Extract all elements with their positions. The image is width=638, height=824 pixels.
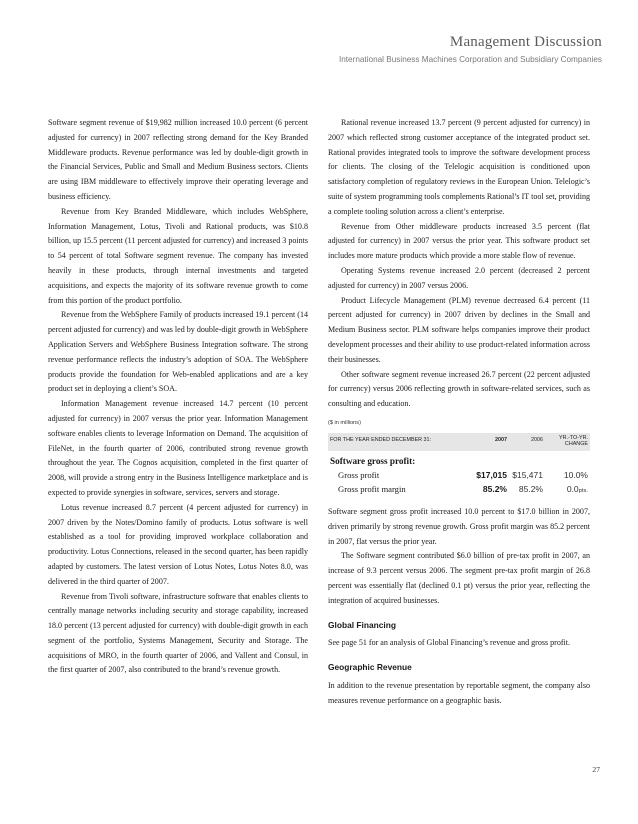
table-header	[328, 433, 590, 451]
paragraph: Other software segment revenue increased 26.7 percent (22 percent adjusted for currency) versus 2006 reflecting growth in software-related services, such as consulting and education.	[328, 369, 590, 409]
paragraph: Revenue from Other middleware products increased 3.5 percent (flat adjusted for currency) in 2007 versus the prior year. This software product set includes more mature products which provide a more stable flow of revenue.	[328, 221, 590, 261]
change-value: 0.0	[566, 483, 579, 494]
change-value: 10.0%	[563, 469, 588, 480]
right-column	[328, 116, 590, 709]
section-heading-geographic-revenue: Geographic Revenue	[328, 662, 412, 673]
page-number: 27	[592, 765, 600, 774]
table-header-2007: 2007	[495, 437, 507, 444]
paragraph: Revenue from Key Branded Middleware, which includes WebSphere, Information Management, Lotus, Tivoli and Rational products, was $10.8 billion, up 15.5 percent (11 percent adjusted for currency) and increased 3 points to 54 percent of total Software segment revenue. The company has invested heavily in these products, through internal investments and targeted acquisitions, and expects the majority of its software revenue growth to come from this portion of the product portfolio.	[48, 206, 308, 305]
page-subtitle: International Business Machines Corporation and Subsidiary Companies	[338, 55, 602, 64]
change-unit: pts.	[578, 487, 588, 494]
table-header-change	[559, 435, 588, 448]
value-change	[567, 482, 588, 498]
paragraph: Lotus revenue increased 8.7 percent (4 percent adjusted for currency) in 2007 driven by the Notes/Domino family of products. Lotus software is well established as a tool for providing improved workplace collaboration and productivity. Lotus Connections, released in the second quarter, has been rapidly adapted by customers. The latest version of Lotus Notes, Lotus Notes 8.0, was delivered in the third quarter of 2007.	[48, 502, 308, 586]
section-heading-global-financing: Global Financing	[328, 619, 396, 630]
paragraph: Revenue from the WebSphere Family of products increased 19.1 percent (14 percent adjusted for currency) and was led by double-digit growth in WebSphere Application Servers and WebSphere Business Integration software. The strong revenue performance reflects the industry’s adoption of SOA. The WebSphere products provide the foundation for Web-enabled applications and are a key product set in deploying a client’s SOA.	[48, 310, 308, 394]
paragraph: Operating Systems revenue increased 2.0 percent (decreased 2 percent adjusted for currency) in 2007 versus 2006.	[328, 265, 590, 290]
left-column	[48, 116, 308, 678]
value-2006: $15,471	[512, 469, 543, 480]
table-header-change-line1: YR.-TO-YR.	[559, 434, 588, 441]
table-header-label: FOR THE YEAR ENDED DECEMBER 31:	[330, 437, 432, 444]
value-2007: $17,015	[476, 469, 507, 480]
paragraph: In addition to the revenue presentation by reportable segment, the company also measures revenue performance on a geographic basis.	[328, 680, 590, 705]
paragraph: Software segment revenue of $19,982 million increased 10.0 percent (6 percent adjusted for currency) in 2007 reflecting strong demand for the Key Branded Middleware products. Revenue performance was led by double-digit growth in the Financial Services, Public and Small and Medium Business sectors. Clients are using IBM middleware to effectively improve their operating leverage and business efficiency.	[48, 118, 308, 201]
table-row	[328, 482, 590, 496]
paragraph: Information Management revenue increased 14.7 percent (10 percent adjusted for currency) in 2007 versus the prior year. Information Management software enables clients to leverage Information on Demand. The acquisition of FileNet, in the fourth quarter of 2006, contributed strong revenue growth throughout the year. The Cognos acquisition, completed in the first quarter of 2008, will provide a strong entry in the Business Intelligence marketplace and is expected to provide synergies in software, services, servers and storage.	[48, 399, 308, 497]
table-header-2006: 2006	[531, 437, 543, 444]
page-title: Management Discussion	[449, 34, 602, 50]
paragraph: Rational revenue increased 13.7 percent (9 percent adjusted for currency) in 2007 which reflected strong customer acceptance of the integrated product set. Rational provides integrated tools to improve the software development process for clients. The closing of the Telelogic acquisition is conditioned upon satisfactory completion of regulatory reviews in the European Union. Telelogic’s suite of system programming tools complements Rational’s IT tool set, providing a complete tooling solution across a client’s enterprise.	[328, 118, 590, 216]
paragraph: Software segment gross profit increased 10.0 percent to $17.0 billion in 2007, driven primarily by strong revenue growth. Gross profit margin was 85.2 percent in 2007, flat versus the prior year.	[328, 506, 590, 546]
paragraph: See page 51 for an analysis of Global Financing’s revenue and gross profit.	[328, 638, 571, 648]
paragraph: Revenue from Tivoli software, infrastructure software that enables clients to centrally manage networks including security and storage capability, increased 18.0 percent (13 percent adjusted for currency) with double-digit growth in each segment of the portfolio, Systems Management, Security and Storage. The acquisitions of MRO, in the fourth quarter of 2006, and Vallent and Consul, in the first quarter of 2007, also contributed to the brand’s revenue growth.	[48, 591, 308, 675]
value-change	[564, 468, 588, 482]
table-header-change-line2: CHANGE	[564, 441, 588, 448]
paragraph: Product Lifecycle Management (PLM) revenue decreased 6.4 percent (11 percent adjusted for currency) in 2007 driven by declines in the Small and Medium Business sector. PLM software helps companies improve their product development processes and their ability to use product-related information across their businesses.	[328, 295, 590, 364]
software-gross-profit-table	[328, 419, 590, 496]
value-2007: 85.2%	[482, 483, 507, 494]
table-section-title: Software gross profit:	[330, 455, 416, 466]
value-2006: 85.2%	[518, 483, 543, 494]
table-units: ($ in millions)	[328, 419, 361, 426]
row-label: Gross profit margin	[338, 483, 406, 494]
row-label: Gross profit	[338, 469, 380, 480]
paragraph: The Software segment contributed $6.0 billion of pre-tax profit in 2007, an increase of 9.3 percent versus 2006. The segment pre-tax profit margin of 26.8 percent was essentially flat (declined 0.1 pt) versus the prior year, reflecting the integration of acquired businesses.	[328, 551, 590, 605]
table-row	[328, 468, 590, 482]
